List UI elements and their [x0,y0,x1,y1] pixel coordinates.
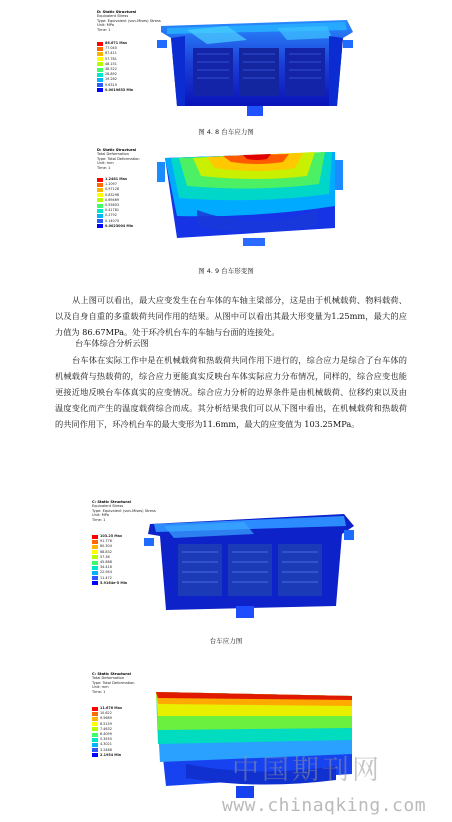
stress-contour-plot [157,10,355,118]
legend-label: 9.5689 [100,716,112,721]
paragraph-1: 从上图可以看出，最大应变发生在台车体的车轴主梁部分，这是由于机械载荷、物料载荷、以及自身自重的多重载荷共同作用的结果。从图中可以看出其最大形变量为1.25mm，最大的应力值为 86.67MPa。处于环冷机台车的车轴与台面的连接处。 [55,295,407,337]
header-line: Unit: MPa [92,513,109,518]
figure-4-8 [95,8,355,120]
watermark-logo: 中国期刊网 [232,755,382,786]
legend-swatch [97,193,103,197]
deformation-contour-plot [157,146,355,258]
legend-swatch [97,68,103,72]
legend-swatch [92,743,98,747]
legend-label: 0.0023004 Min [105,223,134,228]
legend-label: 0.83298 [105,192,120,197]
figure-caption: 台车应力图 [209,637,243,645]
header-line: Equivalent Stress [92,504,124,509]
header-line: Total Deformation [97,152,129,157]
legend-label: 0.97128 [105,187,120,192]
legend-swatch [92,566,98,570]
legend-swatch [92,727,98,731]
legend-label: 57.36 [100,554,110,559]
figure-4-9 [95,146,355,258]
legend-label: 103.25 Max [100,534,123,538]
legend-swatch [92,545,98,549]
header-line: Unit: mm [92,685,109,690]
figure-header [92,672,135,694]
legend-swatch [97,78,103,82]
legend-label: 0.41781 [105,208,120,213]
legend-label: 11.472 [100,575,112,580]
legend-swatch [92,717,98,721]
header-line: Time: 1 [92,689,106,694]
watermark-url: www.chinaqking.com [222,795,427,816]
legend-swatch [97,198,103,202]
legend-swatch [92,535,98,539]
legend-swatch [97,62,103,66]
legend-label: 5.3555 [100,737,112,742]
legend-swatch [97,47,103,51]
legend-label: 38.522 [105,66,117,71]
legend-label: 1.1097 [105,182,117,187]
legend-swatch [97,214,103,218]
legend-label: 34.416 [100,565,112,570]
legend-swatch [97,88,103,92]
header-line: Type: Equivalent (von-Mises) Stress [97,18,161,23]
legend-label: 4.3021 [100,742,112,747]
legend-swatch [92,555,98,559]
legend-swatch [97,178,103,182]
legend-swatch [92,753,98,757]
legend-swatch [97,188,103,192]
legend-label: 10.622 [100,711,112,716]
header-line: D: Static Structural [97,148,137,152]
header-line: D: Static Structural [97,10,137,14]
legend-label: 6.4099 [100,731,112,736]
stress-contour-plot [144,506,358,621]
header-line: C: Static Structural [92,500,131,504]
header-line: Total Deformation [92,676,124,681]
legend-label: 19.262 [105,77,117,82]
legend-label: 1.2481 Max [105,177,128,181]
legend-swatch [97,83,103,87]
legend-label: 9.6319 [105,82,117,87]
legend-label: 45.888 [100,559,112,564]
legend-swatch [92,733,98,737]
legend-label: 77.040 [105,46,117,51]
legend-label: 11.676 Max [100,706,123,710]
legend-swatch [97,219,103,223]
legend-label: 0.2792 [105,213,117,218]
legend-label: 68.832 [100,549,112,554]
legend-swatch [97,224,103,228]
header-line: Time: 1 [92,517,106,522]
header-line: Time: 1 [97,27,111,32]
legend-swatch [97,52,103,56]
legend-swatch [92,738,98,742]
legend-swatch [97,209,103,213]
legend-label: 86.671 Max [105,41,128,45]
legend-swatch [92,707,98,711]
legend-label: 8.5159 [100,721,112,726]
legend-swatch [92,576,98,580]
figure-caption: 图 4. 8 台车应力图 [198,128,254,136]
legend-label: 7.4632 [100,726,112,731]
legend-label: 2.1954 Min [100,752,122,757]
legend-label: 0.0019633 Min [105,87,134,92]
figure-caption: 图 4. 9 台车形变图 [198,267,254,275]
header-line: Type: Total Deformation [97,156,140,161]
header-line: C: Static Structural [92,672,131,676]
legend-label: 22.944 [100,570,112,575]
legend-swatch [97,73,103,77]
legend-swatch [92,540,98,544]
legend-label: 67.411 [105,51,117,56]
legend-swatch [92,722,98,726]
legend-label: 57.781 [105,56,117,61]
legend-swatch [97,57,103,61]
legend-label: 91.776 [100,539,112,544]
legend-label: 28.892 [105,72,117,77]
legend-swatch [92,550,98,554]
legend-label: 0.14070 [105,218,120,223]
header-line: Type: Total Deformation [92,680,135,685]
legend-swatch [92,571,98,575]
legend-label: 0.55603 [105,202,120,207]
legend-label: 80.304 [100,544,112,549]
legend-label: 3.2488 [100,747,112,752]
legend-swatch [97,42,103,46]
header-line: Time: 1 [97,165,111,170]
section-heading: 台车体综合分析云图 [75,338,149,348]
legend-label: 5.9164e-5 Min [100,580,128,585]
header-line: Unit: mm [97,161,114,166]
legend-swatch [97,183,103,187]
header-line: Type: Equivalent (von-Mises) Stress [92,508,156,513]
legend-label: 48.151 [105,61,117,66]
figure-header [97,148,140,170]
paragraph-2: 台车体在实际工作中是在机械载荷和热载荷共同作用下进行的，综合应力是综合了台车体的机械载荷与热载荷的，综合应力更能真实反映台车体实际应力分布情况，同样的，综合应变也能更接近地反映台车体真实的应变情况。综合应力分析的边界条件是由机械载荷、位移约束以及由温度变化而产生的温度载荷综合而成。其分析结果我们可以从下图中看出，在机械载荷和热载荷的共同作用下，环冷机台车的最大变形为11.6mm，最大的应变值为 103.25MPa。 [55,355,407,429]
legend-swatch [92,748,98,752]
header-line: Equivalent Stress [97,14,129,19]
figure-header [97,10,161,32]
legend-swatch [92,581,98,585]
figure-stress-2 [92,500,362,625]
deformation-contour-plot [146,682,360,807]
legend-label: 0.69469 [105,197,120,202]
legend-swatch [97,204,103,208]
header-line: Unit: MPa [97,23,114,28]
legend-swatch [92,712,98,716]
legend-swatch [92,561,98,565]
